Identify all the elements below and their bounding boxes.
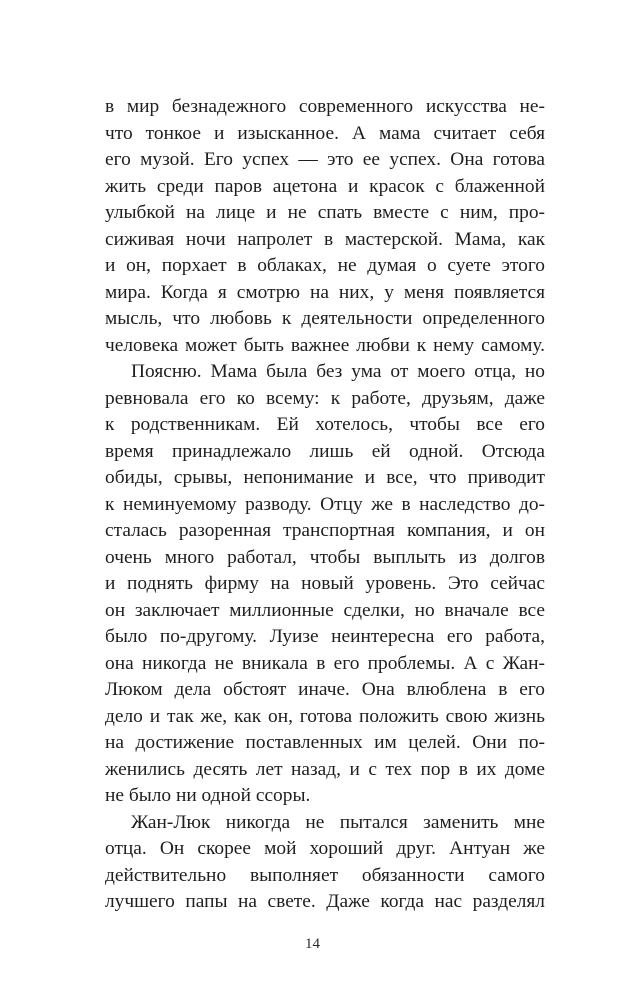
text-line: к неминуемому разводу. Отцу же в наследство до-: [105, 493, 545, 515]
text-line: Жан-Люк никогда не пытался заменить мне: [131, 811, 545, 833]
text-line: лучшего папы на свете. Даже когда нас разделял: [105, 891, 545, 912]
text-line: что тонкое и изысканное. А мама считает себя: [105, 122, 545, 144]
text-line: мысль, что любовь к деятельности определенного: [105, 308, 545, 329]
text-line: было по-другому. Луизе неинтересна его работа,: [105, 626, 545, 647]
text-line: его музой. Его успех — это ее успех. Она готова: [105, 149, 545, 170]
text-line: к родственникам. Ей хотелось, чтобы все его: [105, 414, 545, 435]
text-line: на достижение поставленных им целей. Они по-: [105, 732, 545, 753]
text-line: улыбкой на лице и не спать вместе с ним, про-: [105, 202, 545, 223]
text-line: в мир безнадежного современного искусства не-: [105, 96, 545, 117]
text-line: отца. Он скорее мой хороший друг. Антуан же: [105, 838, 545, 859]
text-line: дело и так же, как он, готова положить свою жизнь: [105, 705, 545, 727]
text-line: мира. Когда я смотрю на них, у меня появляется: [105, 281, 545, 303]
text-line: сталась разоренная транспортная компания, и он: [105, 520, 545, 541]
text-line: обиды, срывы, непонимание и все, что приводит: [105, 467, 545, 488]
text-line: действительно выполняет обязанности самого: [105, 864, 545, 886]
text-line: ревновала его ко всему: к работе, друзьям, даже: [105, 387, 545, 409]
text-line: она никогда не вникала в его проблемы. А с Жан-: [105, 652, 545, 674]
text-line: очень много работал, чтобы выплыть из долгов: [105, 546, 545, 568]
text-line: он заключает миллионные сделки, но вначале все: [105, 599, 545, 621]
text-line: женились десять лет назад, и с тех пор в их доме: [105, 758, 545, 780]
text-line: время принадлежало лишь ей одной. Отсюда: [105, 440, 545, 462]
paragraph-3: [105, 810, 545, 916]
text-line: человека может быть важнее любви к нему самому.: [105, 334, 545, 356]
text-line: жить среди паров ацетона и красок с блаженной: [105, 175, 545, 197]
text-line: Поясню. Мама была без ума от моего отца, но: [131, 361, 545, 382]
page-number: 14: [305, 936, 320, 952]
text-line: не было ни одной ссоры.: [105, 785, 311, 806]
text-line: Люком дела обстоят иначе. Она влюблена в его: [105, 679, 545, 700]
paragraph-1: [105, 94, 545, 359]
page-body: [105, 94, 545, 916]
paragraph-2: [105, 359, 545, 810]
text-line: сиживая ночи напролет в мастерской. Мама, как: [105, 228, 545, 250]
text-line: и он, порхает в облаках, не думая о суете этого: [105, 255, 545, 276]
text-line: и поднять фирму на новый уровень. Это сейчас: [105, 573, 545, 594]
